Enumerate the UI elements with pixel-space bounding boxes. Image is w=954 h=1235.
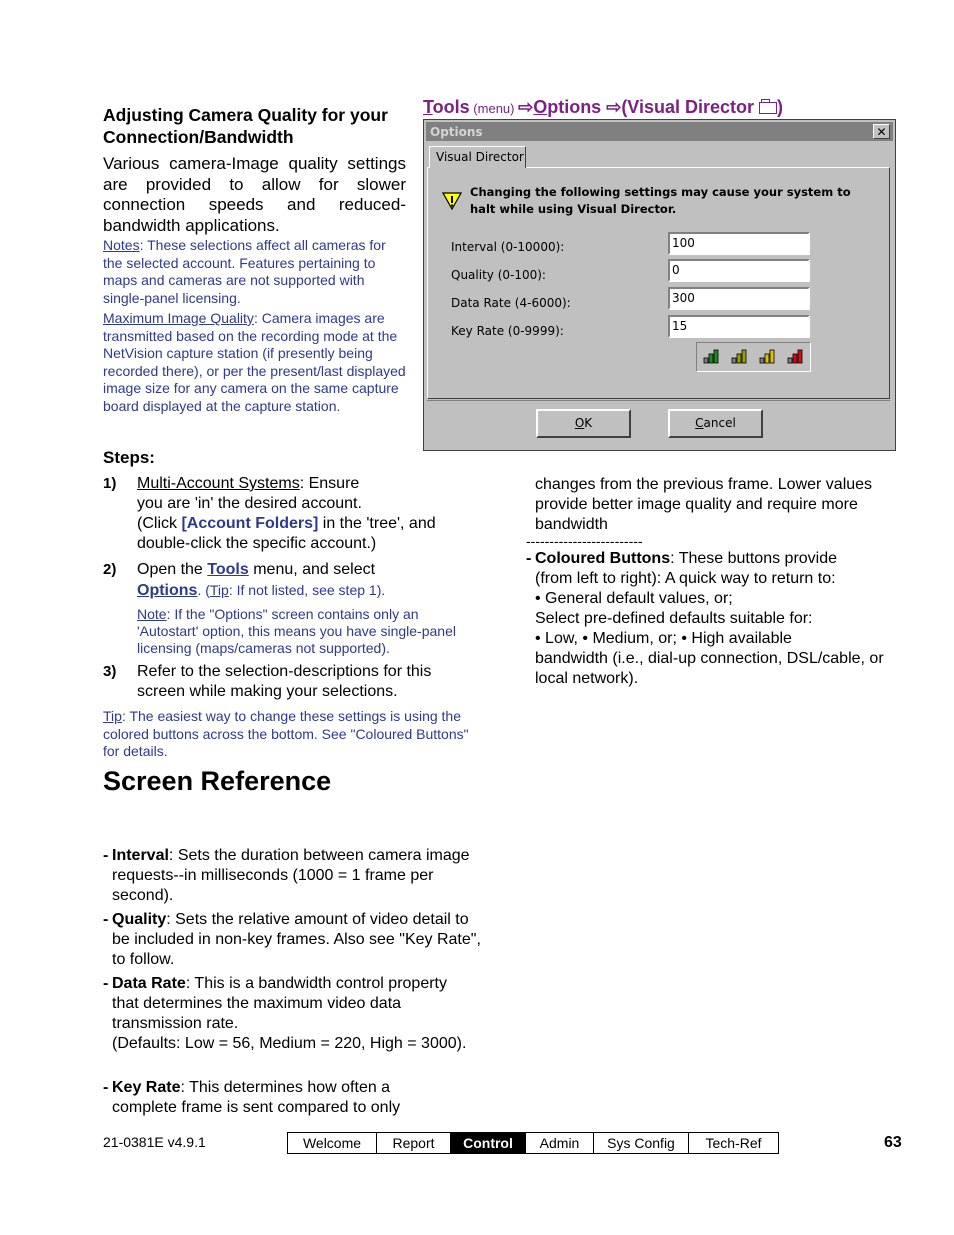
- key-rate-input[interactable]: 15: [668, 315, 810, 338]
- ref-data-rate: [103, 974, 483, 1054]
- dialog-separator: [427, 400, 890, 401]
- cancel-button[interactable]: [668, 409, 763, 438]
- tip-text: : The easiest way to change these settings is using the colored buttons across the bottom. See "Coloured Buttons" for details.: [103, 708, 469, 759]
- cancel-label-rest: ancel: [703, 416, 736, 430]
- ref-key-rate-text: : This determines how often a complete frame is sent compared to only: [112, 1079, 401, 1116]
- nav-sys-config[interactable]: Sys Config: [594, 1133, 689, 1153]
- path-options-underlined: O: [533, 97, 548, 117]
- notes-paragraph: [103, 237, 408, 307]
- tab-visual-director[interactable]: Visual Director: [429, 146, 526, 168]
- signal-bar: [793, 354, 797, 363]
- nav-report[interactable]: Report: [377, 1133, 451, 1153]
- ref-coloured-buttons: [526, 549, 906, 689]
- step-2-tip-text: : If not listed, see step 1).: [228, 582, 386, 598]
- step-1-text-d: in the 'tree', and: [318, 515, 436, 532]
- quality-label: Quality (0-100):: [451, 268, 546, 282]
- section-heading: Adjusting Camera Quality for your Connection/Bandwidth: [103, 105, 388, 147]
- account-folders-link[interactable]: [Account Folders]: [181, 515, 319, 532]
- warning-text: Changing the following settings may cause your system to halt while using Visual Director.: [470, 185, 851, 216]
- step-3-number: 3): [103, 663, 117, 680]
- step-1-label: Multi-Account Systems: [137, 475, 300, 492]
- step-1: [103, 474, 483, 554]
- step-1-number: 1): [103, 475, 117, 492]
- step-1-text-a: : Ensure: [299, 475, 360, 492]
- path-menu-note: (menu): [469, 101, 519, 116]
- signal-bar: [732, 358, 736, 363]
- ok-mnemonic: O: [574, 416, 585, 430]
- nav-welcome[interactable]: Welcome: [288, 1133, 377, 1153]
- path-arrow-2: ⇨: [606, 97, 622, 117]
- dialog-title-bar: [426, 122, 893, 141]
- ref-interval-label: Interval: [112, 847, 169, 864]
- path-close-paren: ): [777, 97, 784, 117]
- signal-bar: [765, 354, 769, 363]
- step-2-text-b: menu, and select: [248, 561, 376, 578]
- tip-label: Tip: [103, 708, 122, 724]
- nav-tech-ref[interactable]: Tech-Ref: [705, 1135, 762, 1151]
- tip-paragraph: [103, 708, 478, 761]
- ref-quality-dash: -: [103, 911, 109, 928]
- low-preset-button[interactable]: [729, 347, 749, 365]
- signal-bar: [770, 350, 774, 363]
- ref-data-rate-dash: -: [103, 975, 109, 992]
- close-icon[interactable]: ✕: [873, 124, 890, 139]
- cb-bullet-2: • Low, • Medium, or; • High available: [535, 630, 792, 647]
- step-1-text-e: double-click the specific account.): [137, 535, 377, 552]
- footer-nav: [287, 1132, 779, 1154]
- nav-admin[interactable]: Admin: [526, 1133, 594, 1153]
- signal-bar: [737, 354, 741, 363]
- signal-bar: [714, 350, 718, 363]
- intro-paragraph: Various camera-Image quality settings are provided to allow for slower connection speeds and reduced-bandwidth applications.: [103, 154, 406, 236]
- key-rate-label: Key Rate (0-9999):: [451, 324, 564, 338]
- path-tools-rest: ools: [432, 97, 470, 117]
- notes-text: : These selections affect all cameras for the selected account. Features pertaining to maps and cameras are not supported with single-panel licensing.: [103, 237, 386, 306]
- ref-data-rate-text: : This is a bandwidth control property that determines the maximum video data transmission rate.: [112, 975, 447, 1032]
- ref-data-rate-defaults: (Defaults: Low = 56, Medium = 220, High = 3000).: [112, 1035, 467, 1052]
- signal-bar: [798, 350, 802, 363]
- tools-menu-link[interactable]: Tools: [207, 561, 249, 578]
- ok-label-rest: K: [584, 416, 593, 430]
- notes-label: Notes: [103, 237, 140, 253]
- ref-key-rate-dash: -: [103, 1079, 109, 1096]
- medium-preset-button[interactable]: [757, 347, 777, 365]
- cb-bullet-3: bandwidth (i.e., dial-up connection, DSL/cable, or local network).: [535, 650, 884, 687]
- data-rate-input[interactable]: 300: [668, 287, 810, 310]
- ref-interval-dash: -: [103, 847, 109, 864]
- path-tools-underlined: T: [423, 97, 433, 117]
- data-rate-label: Data Rate (4-6000):: [451, 296, 571, 310]
- signal-bar: [704, 358, 708, 363]
- ref-quality: [103, 910, 483, 970]
- step-2-text-c: . (: [197, 582, 210, 598]
- cb-bullet-1: • General default values, or;: [535, 590, 733, 607]
- dialog-title: Options: [430, 125, 483, 139]
- signal-bar: [760, 358, 764, 363]
- step-2-note-text: : If the "Options" screen contains only an 'Autostart' option, this means you have single-panel licensing (maps/cameras not supported).: [137, 606, 456, 656]
- step-2-text-a: Open the: [137, 561, 208, 578]
- steps-heading: Steps:: [103, 448, 155, 467]
- page-number: 63: [884, 1134, 902, 1151]
- ref-interval: [103, 846, 483, 906]
- ok-button[interactable]: [536, 409, 631, 438]
- ref-key-rate-label: Key Rate: [112, 1079, 181, 1096]
- options-menu-link[interactable]: Options: [137, 582, 198, 599]
- screen-reference-heading: Screen Reference: [103, 766, 332, 796]
- interval-input[interactable]: 100: [668, 232, 810, 255]
- ref-interval-text: : Sets the duration between camera image requests--in milliseconds (1000 = 1 frame per second).: [112, 847, 470, 904]
- default-preset-button[interactable]: [701, 347, 721, 365]
- step-2-number: 2): [103, 561, 117, 578]
- signal-bar: [788, 358, 792, 363]
- ref-coloured-buttons-label: Coloured Buttons: [535, 550, 671, 567]
- path-visual-director: (Visual Director: [621, 97, 760, 117]
- max-image-quality-text: : Camera images are transmitted based on the recording mode at the NetVision capture station (if presently being recorded there), or per the present/last displayed image size for any camera on the same capture board displayed at the capture station.: [103, 310, 406, 414]
- options-dialog: [423, 119, 896, 451]
- step-2-tip-label: Tip: [209, 582, 229, 598]
- separator-line: -------------------------: [526, 533, 643, 549]
- interval-label: Interval (0-10000):: [451, 240, 565, 254]
- quality-input[interactable]: 0: [668, 259, 810, 282]
- warning-icon: [442, 192, 462, 210]
- doc-id: 21-0381E v4.9.1: [103, 1134, 206, 1150]
- ref-quality-text: : Sets the relative amount of video detail to be included in non-key frames. Also see "Key Rate", to follow.: [112, 911, 481, 968]
- nav-control[interactable]: Control: [451, 1133, 526, 1153]
- step-2-note: [137, 606, 459, 657]
- step-2: [103, 560, 483, 657]
- menu-path: [423, 97, 783, 118]
- ref-key-rate: [103, 1078, 483, 1118]
- path-arrow-1: ⇨: [518, 97, 534, 117]
- max-image-quality-paragraph: [103, 310, 410, 415]
- step-3-text: Refer to the selection-descriptions for this screen while making your selections.: [137, 663, 432, 700]
- max-image-quality-label: Maximum Image Quality: [103, 310, 254, 326]
- ref-quality-label: Quality: [112, 911, 167, 928]
- step-1-text-c: (Click: [137, 515, 182, 532]
- ref-data-rate-label: Data Rate: [112, 975, 186, 992]
- step-1-text-b: you are 'in' the desired account.: [137, 495, 362, 512]
- cancel-mnemonic: C: [695, 416, 704, 430]
- signal-bar: [709, 354, 713, 363]
- step-3: [103, 662, 483, 702]
- key-rate-continued: changes from the previous frame. Lower values provide better image quality and require more bandwidth: [535, 476, 873, 533]
- step-2-note-label: Note: [137, 606, 167, 622]
- cb-select: Select pre-defined defaults suitable for:: [535, 610, 813, 627]
- signal-bar: [742, 350, 746, 363]
- folder-icon: [759, 102, 777, 114]
- preset-buttons-group: [696, 342, 811, 372]
- ref-coloured-buttons-text: : These buttons provide (from left to right): A quick way to return to:: [535, 550, 838, 587]
- high-preset-button[interactable]: [785, 347, 805, 365]
- ref-coloured-buttons-dash: -: [526, 550, 532, 567]
- path-options-rest: ptions: [547, 97, 602, 117]
